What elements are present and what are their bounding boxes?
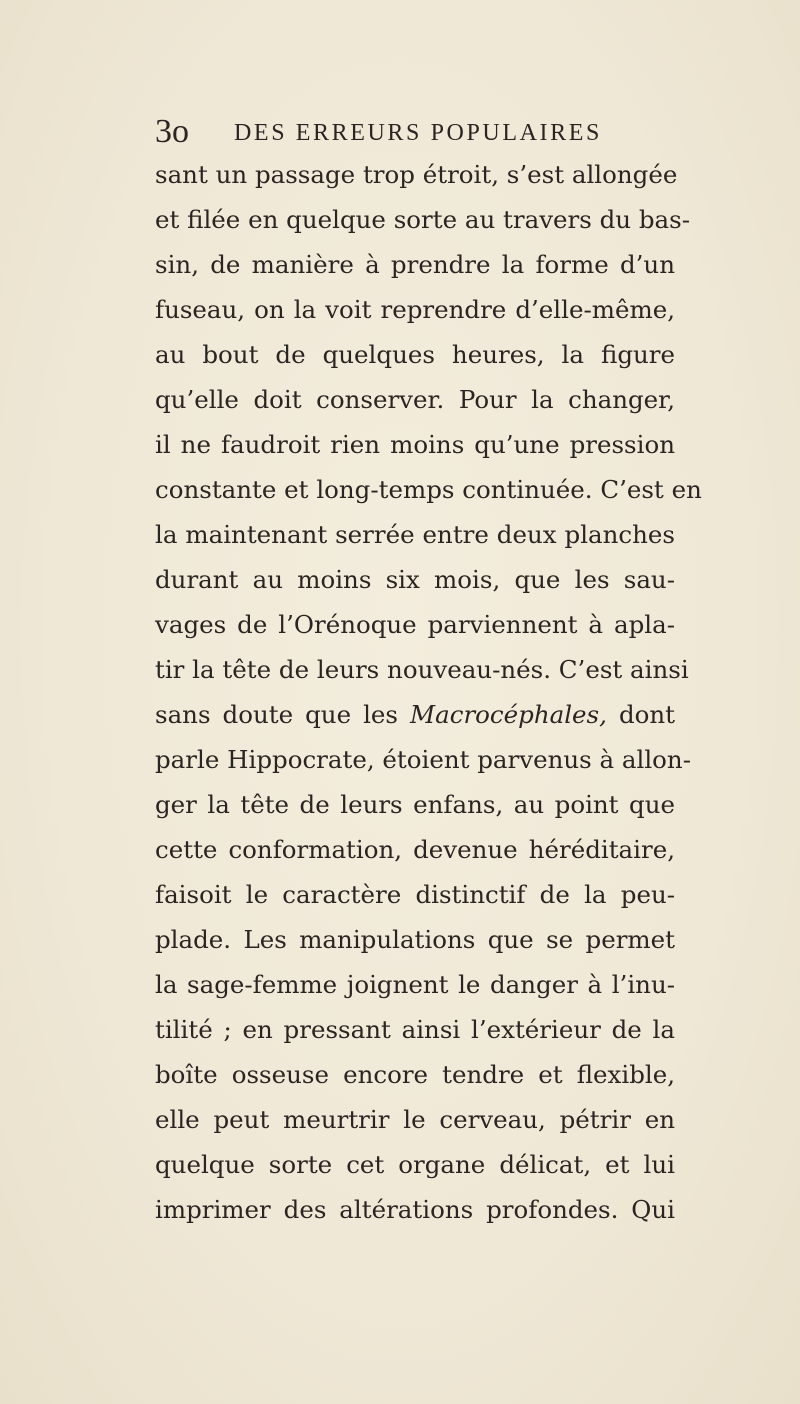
text-segment: dont — [618, 700, 676, 729]
text-line: durant au moins six mois, que les sau- — [155, 565, 675, 594]
page-number: 3o — [155, 113, 189, 150]
text-line: tilité ; en pressant ainsi l’extérieur de la — [155, 1015, 675, 1044]
body-text — [155, 152, 702, 1232]
text-line: la maintenant serrée entre deux planches — [155, 520, 675, 549]
text-line: tir la tête de leurs nouveau-nés. C’est ainsi — [155, 655, 689, 684]
text-line: ger la tête de leurs enfans, au point que — [155, 790, 675, 819]
text-line: sant un passage trop étroit, s’est allongée — [155, 160, 678, 189]
running-head — [155, 112, 675, 152]
text-line: au bout de quelques heures, la figure — [155, 340, 675, 369]
text-line: faisoit le caractère distinctif de la peu- — [155, 880, 675, 909]
text-line: plade. Les manipulations que se permet — [155, 925, 675, 954]
text-line: constante et long-temps continuée. C’est en — [155, 475, 702, 504]
text-line: vages de l’Orénoque parviennent à apla- — [155, 610, 675, 639]
text-line: la sage-femme joignent le danger à l’inu- — [155, 970, 675, 999]
text-line: quelque sorte cet organe délicat, et lui — [155, 1150, 675, 1179]
text-line: boîte osseuse encore tendre et flexible, — [155, 1060, 675, 1089]
italic-term: Macrocéphales, — [410, 700, 607, 729]
text-line: qu’elle doit conserver. Pour la changer, — [155, 385, 675, 414]
running-title: DES ERREURS POPULAIRES — [234, 120, 602, 146]
text-line: fuseau, on la voit reprendre d’elle-même, — [155, 295, 675, 324]
text-line: cette conformation, devenue héréditaire, — [155, 835, 675, 864]
text-line: il ne faudroit rien moins qu’une pression — [155, 430, 675, 459]
text-line: imprimer des altérations profondes. Qui — [155, 1195, 675, 1224]
text-line-with-italic — [155, 692, 675, 737]
text-line: et filée en quelque sorte au travers du bas- — [155, 205, 691, 234]
text-line: parle Hippocrate, étoient parvenus à allon- — [155, 745, 691, 774]
text-line: sin, de manière à prendre la forme d’un — [155, 250, 675, 279]
text-segment: sans doute que les — [155, 700, 399, 729]
text-line: elle peut meurtrir le cerveau, pétrir en — [155, 1105, 675, 1134]
